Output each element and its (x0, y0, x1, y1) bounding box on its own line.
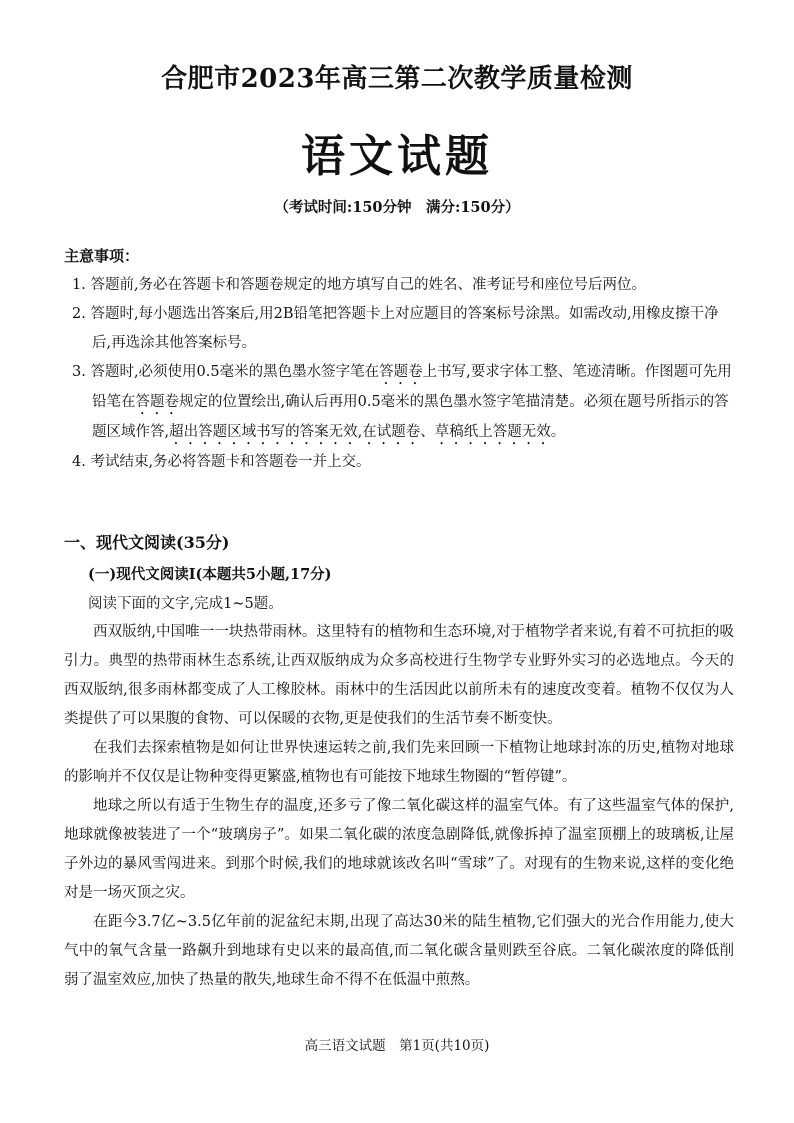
notice-item-1: 1. 答题前,务必在答题卡和答题卷规定的地方填写自己的姓名、准考证号和座位号后两位。 (72, 277, 647, 293)
notice-item-3-part-i: 。 (550, 424, 566, 440)
notice-item-3-emph-1: 答题卷 (379, 364, 423, 380)
notice-item-3-part-e: 规定的位置绘出,确认后再用0.5毫米的黑色墨水签字笔描清楚。必须在题号所指示的答题区域作答, (92, 394, 729, 440)
section-title: 一、现代文阅读(35分) (64, 533, 230, 552)
notice-item-3-part-a: 3. 答题时,必须使用0.5毫米的黑色墨水签字笔在 (72, 364, 380, 380)
notice-item-3-part-g: , (357, 424, 363, 440)
notice-item-3-emph-3: 超出答题区域书写的答案无效 (169, 424, 358, 440)
passage-paragraph: 在距今3.7亿~3.5亿年前的泥盆纪末期,出现了高达30米的陆生植物,它们强大的光合作用能力,使大气中的氧气含量一路飙升到地球有史以来的最高值,而二氧化碳含量则跌至谷底。二氧化碳浓度的降低削弱了温室效应,加快了热量的散失,地球生命不得不在低温中煎熬。 (64, 914, 734, 988)
subsection-title: (一)现代文阅读Ⅰ(本题共5小题,17分) (88, 566, 332, 583)
notice-item-2: 2. 答题时,每小题选出答案后,用2B铅笔把答题卡上对应题目的答案标号涂黑。如需改动,用橡皮擦干净后,再选涂其他答案标号。 (72, 306, 719, 351)
notice-title: 主意事项： (64, 247, 140, 265)
notice-item-3-emph-4: 在试题卷、草稿纸上答题无效 (362, 424, 551, 440)
notice-item-3-part-c: 上书写,要求字体工整、笔迹清晰。作图题可先用铅笔在 (92, 364, 732, 410)
page-footer: 高三语文试题 第1页(共10页) (304, 1038, 490, 1054)
exam-name: 合肥市2023年高三第二次教学质量检测 (161, 64, 633, 94)
passage-paragraph: 在我们去探索植物是如何让世界快速运转之前,我们先来回顾一下植物让地球封冻的历史,植物对地球的影响并不仅仅是让物种变得更繁盛,植物也有可能按下地球生物圈的“暂停键”。 (64, 740, 734, 785)
subject-title: 语文试题 (301, 131, 493, 182)
reading-passage (64, 618, 734, 995)
passage-paragraph: 西双版纳,中国唯一一块热带雨林。这里特有的植物和生态环境,对于植物学者来说,有着不可抗拒的吸引力。典型的热带雨林生态系统,让西双版纳成为众多高校进行生物学专业野外实习的必选地点。今天的西双版纳,很多雨林都变成了人工橡胶林。雨林中的生活因此以前所未有的速度改变着。植物不仅仅为人类提供了可以果腹的食物、可以保暖的衣物,更是使我们的生活节奏不断变快。 (64, 624, 734, 727)
time-score-info: （考试时间:150分钟 满分:150分） (274, 199, 520, 216)
notice-block (64, 242, 734, 477)
passage-paragraph: 地球之所以有适于生物生存的温度,还多亏了像二氧化碳这样的温室气体。有了这些温室气体的保护,地球就像被装进了一个“玻璃房子”。如果二氧化碳的浓度急剧降低,就像拆掉了温室顶棚上的玻璃板,让屋子外边的暴风雪闯进来。到那个时候,我们的地球就该改名叫“雪球”了。对现有的生物来说,这样的变化绝对是一场灭顶之灾。 (64, 798, 734, 901)
notice-item-3-emph-2: 答题卷 (135, 394, 179, 410)
notice-item-4: 4. 考试结束,务必将答题卡和答题卷一并上交。 (72, 454, 371, 470)
reading-instruction: 阅读下面的文字,完成1~5题。 (88, 596, 283, 612)
notice-item-3 (64, 358, 734, 448)
